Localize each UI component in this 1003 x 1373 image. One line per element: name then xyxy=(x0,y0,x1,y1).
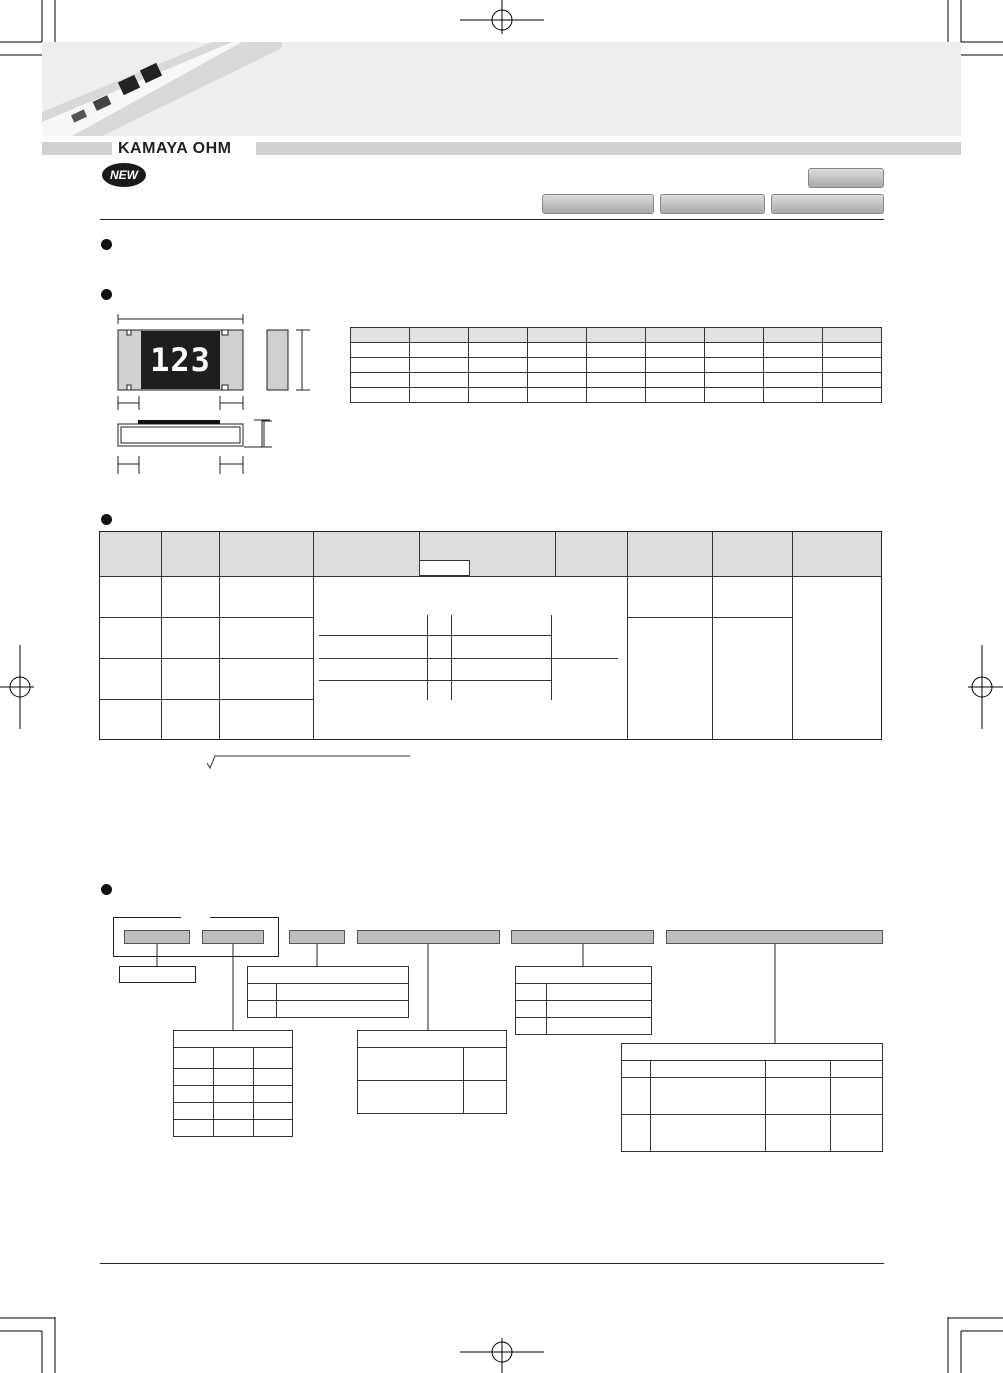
table-header-row xyxy=(174,1031,293,1048)
table-row xyxy=(248,1001,409,1018)
brand-text: KAMAYA OHM xyxy=(118,140,232,157)
table-row xyxy=(174,1120,293,1137)
table-row xyxy=(358,1048,507,1081)
table-row xyxy=(622,1061,883,1078)
new-badge: NEW xyxy=(102,163,146,187)
resistance-code-table xyxy=(515,966,652,1035)
table-row xyxy=(174,1069,293,1086)
table-row xyxy=(174,1103,293,1120)
table-row xyxy=(248,984,409,1001)
table-row xyxy=(516,1018,652,1035)
series-code-box xyxy=(119,966,196,983)
packaging-table xyxy=(357,1030,507,1114)
chip-marking: 123 xyxy=(141,331,220,389)
footer-rule xyxy=(100,1263,884,1264)
table-row xyxy=(516,984,652,1001)
table-row xyxy=(174,1048,293,1069)
tolerance-table xyxy=(173,1030,293,1137)
table-row xyxy=(622,1078,883,1115)
taping-table xyxy=(621,1043,883,1152)
table-row xyxy=(516,1001,652,1018)
size-code-table xyxy=(247,966,409,1018)
table-header-row xyxy=(622,1044,883,1061)
table-header-row xyxy=(516,967,652,984)
table-row xyxy=(622,1115,883,1152)
table-row xyxy=(358,1081,507,1114)
table-header-row xyxy=(358,1031,507,1048)
table-row xyxy=(174,1086,293,1103)
table-header-row xyxy=(248,967,409,984)
